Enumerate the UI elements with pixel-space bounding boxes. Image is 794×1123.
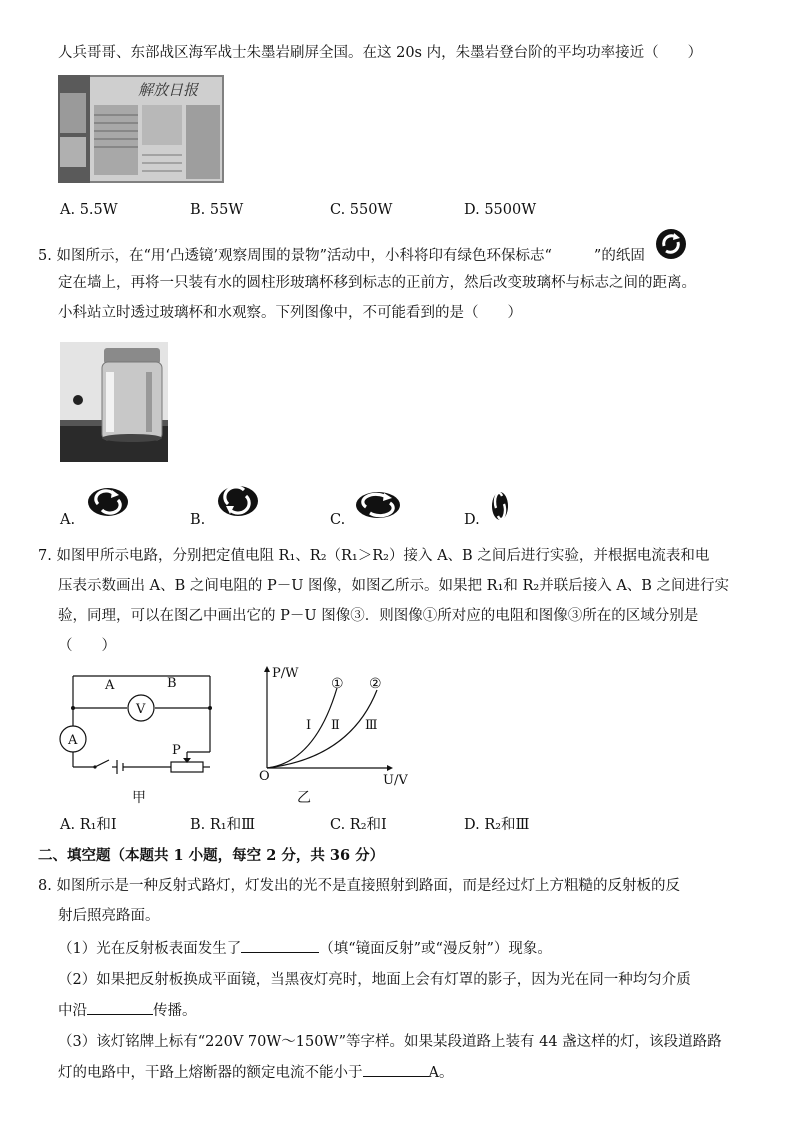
q7-text-line-2: 压表示数画出 A、B 之间电阻的 P－U 图像，如图乙所示。如果把 R₁和 R₂并联后接入 A、B 之间进行实 [58, 578, 730, 594]
q8-part-3-suffix: A。 [428, 1065, 454, 1081]
answer-blank-3[interactable] [363, 1062, 429, 1077]
option-text: R₁和Ⅰ [79, 817, 117, 833]
newspaper-masthead: 解放日报 [138, 81, 199, 99]
q4-text-line-1: 人兵哥哥、东部战区海军战士朱墨岩刷屏全国。在这 20s 内，朱墨岩登台阶的平均功率接近（ ） [58, 45, 703, 61]
recycle-logo-inverted-icon [216, 484, 260, 522]
q7-text-line-1: 7. 如图甲所示电路，分别把定值电阻 R₁、R₂（R₁＞R₂）接入 A、B 之间后进行实验，并根据电流表和电 [38, 548, 710, 564]
graph-origin: O [259, 769, 270, 784]
recycle-logo-icon [654, 228, 688, 264]
q8-part-1-suffix: （填“镜面反射”或“漫反射”）现象。 [319, 941, 552, 957]
q5-text-part-b: ”的纸固 [593, 248, 645, 264]
option-text: 5500W [484, 202, 537, 218]
q8-part-2-prompt: 中沿 [58, 1003, 87, 1019]
q8-part-1 [58, 938, 552, 959]
circuit-label-a: A [105, 678, 115, 693]
graph-x-label: U/V [383, 773, 408, 788]
q8-part-3-prompt: 灯的电路中，干路上熔断器的额定电流不能小于 [58, 1065, 363, 1081]
q5-option-b[interactable]: B. [190, 512, 206, 528]
curve-2-label: ② [369, 676, 382, 692]
circuit-caption: 甲 [132, 790, 146, 806]
circuit-diagram [55, 668, 225, 812]
q8-part-1-prompt: （1）光在反射板表面发生了 [58, 941, 242, 957]
q7-text-line-4: （ ） [58, 638, 116, 654]
q4-option-c[interactable] [330, 200, 392, 220]
answer-blank-2[interactable] [87, 1000, 153, 1015]
graph-y-label: P/W [272, 666, 299, 681]
graph-caption: 乙 [297, 790, 311, 806]
q8-part-2-line-1: （2）如果把反射板换成平面镜，当黑夜灯亮时，地面上会有灯罩的影子，因为光在同一种均匀介质 [58, 972, 691, 988]
q8-part-2-line-2 [58, 1000, 197, 1021]
option-letter: C. [330, 817, 346, 833]
option-text: 5.5W [79, 202, 118, 218]
region-2-label: Ⅱ [331, 718, 340, 733]
q8-text-line-2: 射后照亮路面。 [58, 908, 160, 924]
option-text: R₂和Ⅰ [349, 817, 387, 833]
option-letter: B. [190, 202, 206, 218]
q7-option-a[interactable] [60, 815, 117, 835]
q7-option-d[interactable] [464, 815, 530, 835]
curve-1-label: ① [331, 676, 344, 692]
option-text: 550W [349, 202, 393, 218]
option-letter: B. [190, 817, 206, 833]
q5-option-a[interactable]: A. [60, 512, 76, 528]
q5-text-line-3: 小科站立时透过玻璃杯和水观察。下列图像中，不可能看到的是（ ） [58, 305, 522, 321]
q5-option-c[interactable]: C. [330, 512, 346, 528]
recycle-logo-narrow-icon [490, 490, 510, 526]
q7-option-b[interactable] [190, 815, 255, 835]
q4-option-a[interactable] [60, 200, 118, 220]
region-1-label: Ⅰ [306, 718, 312, 733]
q4-option-d[interactable] [464, 200, 536, 220]
q5-option-d[interactable]: D. [464, 512, 480, 528]
q5-text-line-1 [38, 246, 645, 266]
q5-text-line-2: 定在墙上，再将一只装有水的圆柱形玻璃杯移到标志的正前方，然后改变玻璃杯与标志之间的距离。 [58, 275, 696, 291]
option-letter: D. [464, 817, 480, 833]
ammeter-label: A [68, 733, 78, 748]
region-3-label: Ⅲ [365, 718, 378, 733]
option-text: R₂和Ⅲ [484, 817, 530, 833]
recycle-logo-wide-icon [354, 490, 402, 524]
q8-part-3-line-1: （3）该灯铭牌上标有“220V 70W～150W”等字样。如果某段道路上装有 44 盏这样的灯，该段道路路 [58, 1034, 722, 1050]
option-letter: D. [464, 202, 480, 218]
circuit-label-b: B [167, 676, 177, 691]
q8-text-line-1: 8. 如图所示是一种反射式路灯，灯发出的光不是直接照射到路面，而是经过灯上方粗糙的反射板的反 [38, 878, 680, 894]
pu-graph [255, 662, 425, 811]
q5-text-part-a: 5. 如图所示，在“用‘凸透镜’观察周围的景物”活动中，小科将印有绿色环保标志“ [38, 248, 552, 264]
newspaper-photo [58, 75, 224, 183]
option-letter: A. [60, 817, 76, 833]
q7-option-c[interactable] [330, 815, 387, 835]
answer-blank-1[interactable] [241, 938, 319, 953]
option-text: 55W [209, 202, 244, 218]
q4-option-b[interactable] [190, 200, 243, 220]
option-text: R₁和Ⅲ [209, 817, 256, 833]
voltmeter-label: V [136, 702, 146, 717]
q8-part-3-line-2 [58, 1062, 453, 1083]
slider-label: P [172, 743, 181, 758]
option-letter: A. [60, 202, 76, 218]
q7-text-line-3: 验，同理，可以在图乙中画出它的 P－U 图像③．则图像①所对应的电阻和图像③所在的区域分别是 [58, 608, 699, 624]
q8-part-2-suffix: 传播。 [153, 1003, 197, 1019]
recycle-logo-mirrored-icon [86, 486, 130, 522]
glass-cup-photo [60, 342, 168, 462]
option-letter: C. [330, 202, 346, 218]
section-2-title: 二、填空题（本题共 1 小题，每空 2 分，共 36 分） [38, 847, 385, 864]
